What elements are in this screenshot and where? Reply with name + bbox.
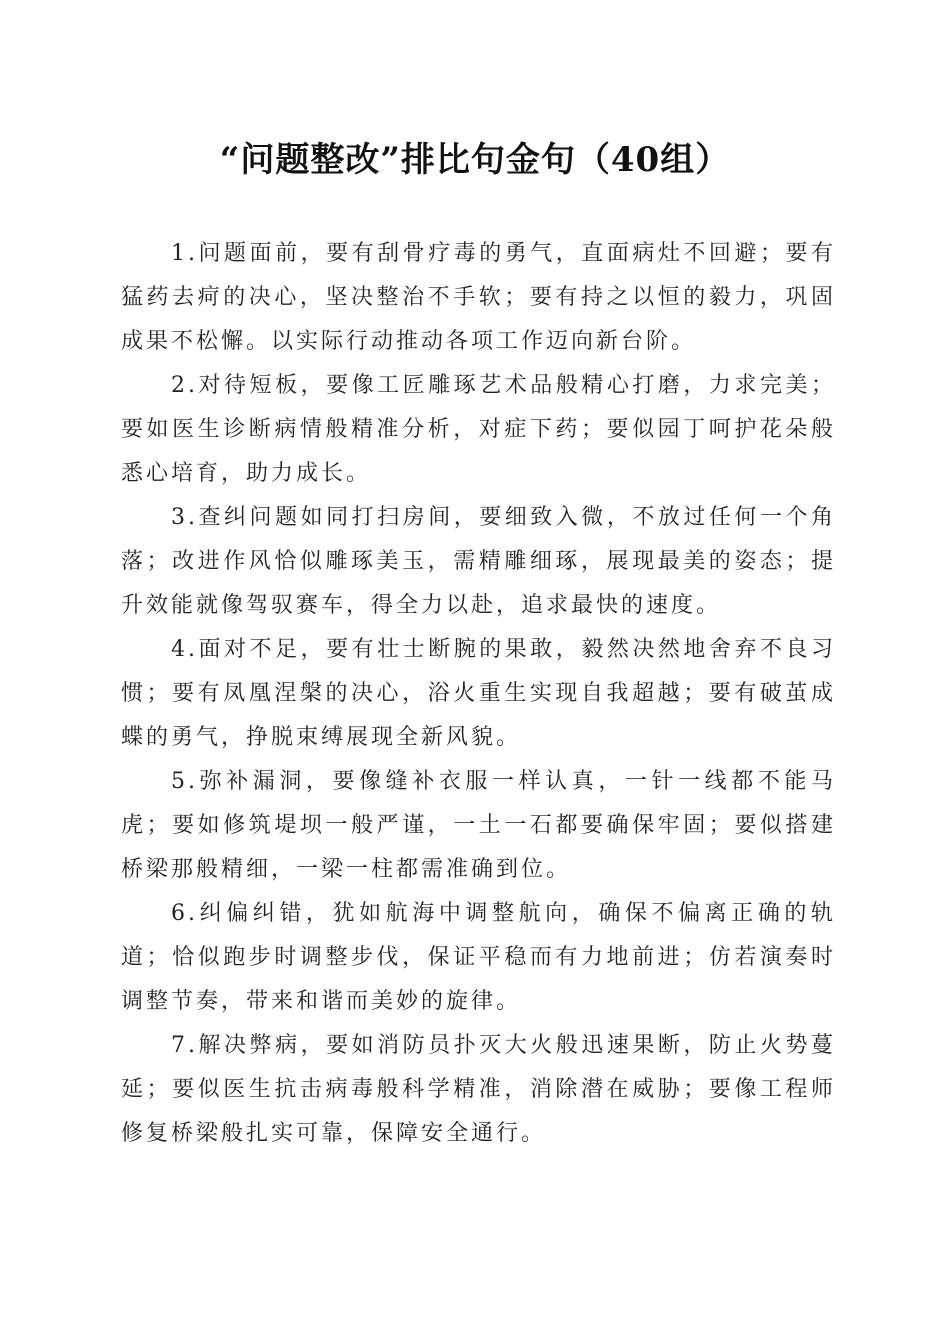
paragraph-3: 3.查纠问题如同打扫房间，要细致入微，不放过任何一个角落；改进作风恰似雕琢美玉，需精雕细琢，展现最美的姿态；提升效能就像驾驭赛车，得全力以赴，追求最快的速度。 — [121, 505, 836, 618]
paragraph-7: 7.解决弊病，要如消防员扑灭大火般迅速果断，防止火势蔓延；要似医生抗击病毒般科学精准，消除潜在威胁；要像工程师修复桥梁般扎实可靠，保障安全通行。 — [121, 1033, 836, 1146]
document-title: “问题整改”排比句金句（40组） — [219, 140, 731, 180]
paragraph-5: 5.弥补漏洞，要像缝补衣服一样认真，一针一线都不能马虎；要如修筑堤坝一般严谨，一土一石都要确保牢固；要似搭建桥梁那般精细，一梁一柱都需准确到位。 — [121, 769, 836, 882]
paragraph-4: 4.面对不足，要有壮士断腕的果敢，毅然决然地舍弃不良习惯；要有凤凰涅槃的决心，浴火重生实现自我超越；要有破茧成蝶的勇气，挣脱束缚展现全新风貌。 — [121, 637, 836, 750]
paragraph-1: 1.问题面前，要有刮骨疗毒的勇气，直面病灶不回避；要有猛药去疴的决心，坚决整治不手软；要有持之以恒的毅力，巩固成果不松懈。以实际行动推动各项工作迈向新台阶。 — [121, 241, 836, 354]
document-body — [121, 232, 836, 1156]
paragraph-6: 6.纠偏纠错，犹如航海中调整航向，确保不偏离正确的轨道；恰似跑步时调整步伐，保证平稳而有力地前进；仿若演奏时调整节奏，带来和谐而美妙的旋律。 — [121, 901, 836, 1014]
paragraph-2: 2.对待短板，要像工匠雕琢艺术品般精心打磨，力求完美；要如医生诊断病情般精准分析，对症下药；要似园丁呵护花朵般悉心培育，助力成长。 — [121, 373, 836, 486]
